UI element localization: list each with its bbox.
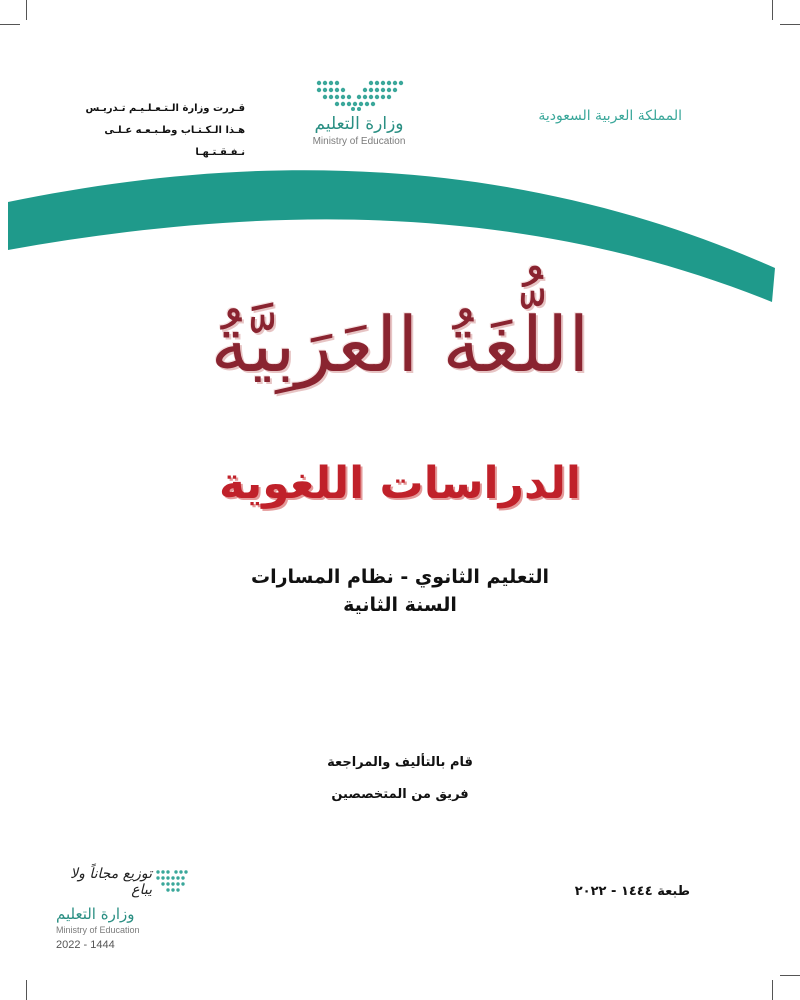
- credit-line-2: فريق من المتخصصين: [331, 787, 469, 802]
- book-title: اللُّغَةُ العَرَبِيَّةُ: [210, 300, 590, 389]
- edition-label: طبعة ١٤٤٤ - ٢٠٢٢: [574, 884, 690, 899]
- education-stage: [180, 563, 620, 619]
- ministry-dots-icon: [154, 868, 190, 894]
- kingdom-name: المملكة العربية السعودية: [538, 108, 682, 124]
- stage-line-1: التعليم الثانوي - نظام المسارات: [251, 566, 549, 588]
- teal-swoosh-band: [0, 0, 800, 320]
- stage-line-2: السنة الثانية: [343, 594, 457, 616]
- approval-line-1: قـررت وزارة الـتـعـلـيـم تـدريـس: [85, 103, 245, 114]
- crop-mark: [772, 980, 773, 1000]
- footer-ministry-name-ar: وزارة التعليم: [56, 905, 135, 923]
- ministry-name-en: Ministry of Education: [312, 136, 406, 147]
- footer-dots: [154, 868, 190, 898]
- footer-ministry-name-en: Ministry of Education: [56, 925, 140, 935]
- book-subtitle: الدراسات اللغوية: [219, 458, 581, 509]
- authors-credit: [230, 747, 570, 811]
- crop-mark: [780, 975, 800, 976]
- footer-year: 2022 - 1444: [56, 939, 115, 951]
- ministry-name-ar: وزارة التعليم: [314, 114, 404, 134]
- free-distribution-note: توزيع مجاناً ولا يباع: [70, 866, 152, 898]
- crop-mark: [26, 980, 27, 1000]
- credit-line-1: قام بالتأليف والمراجعة: [327, 755, 473, 770]
- approval-line-2: هـذا الـكـتـاب وطـبـعـه عـلـى نـفـقـتـهـا: [104, 125, 245, 158]
